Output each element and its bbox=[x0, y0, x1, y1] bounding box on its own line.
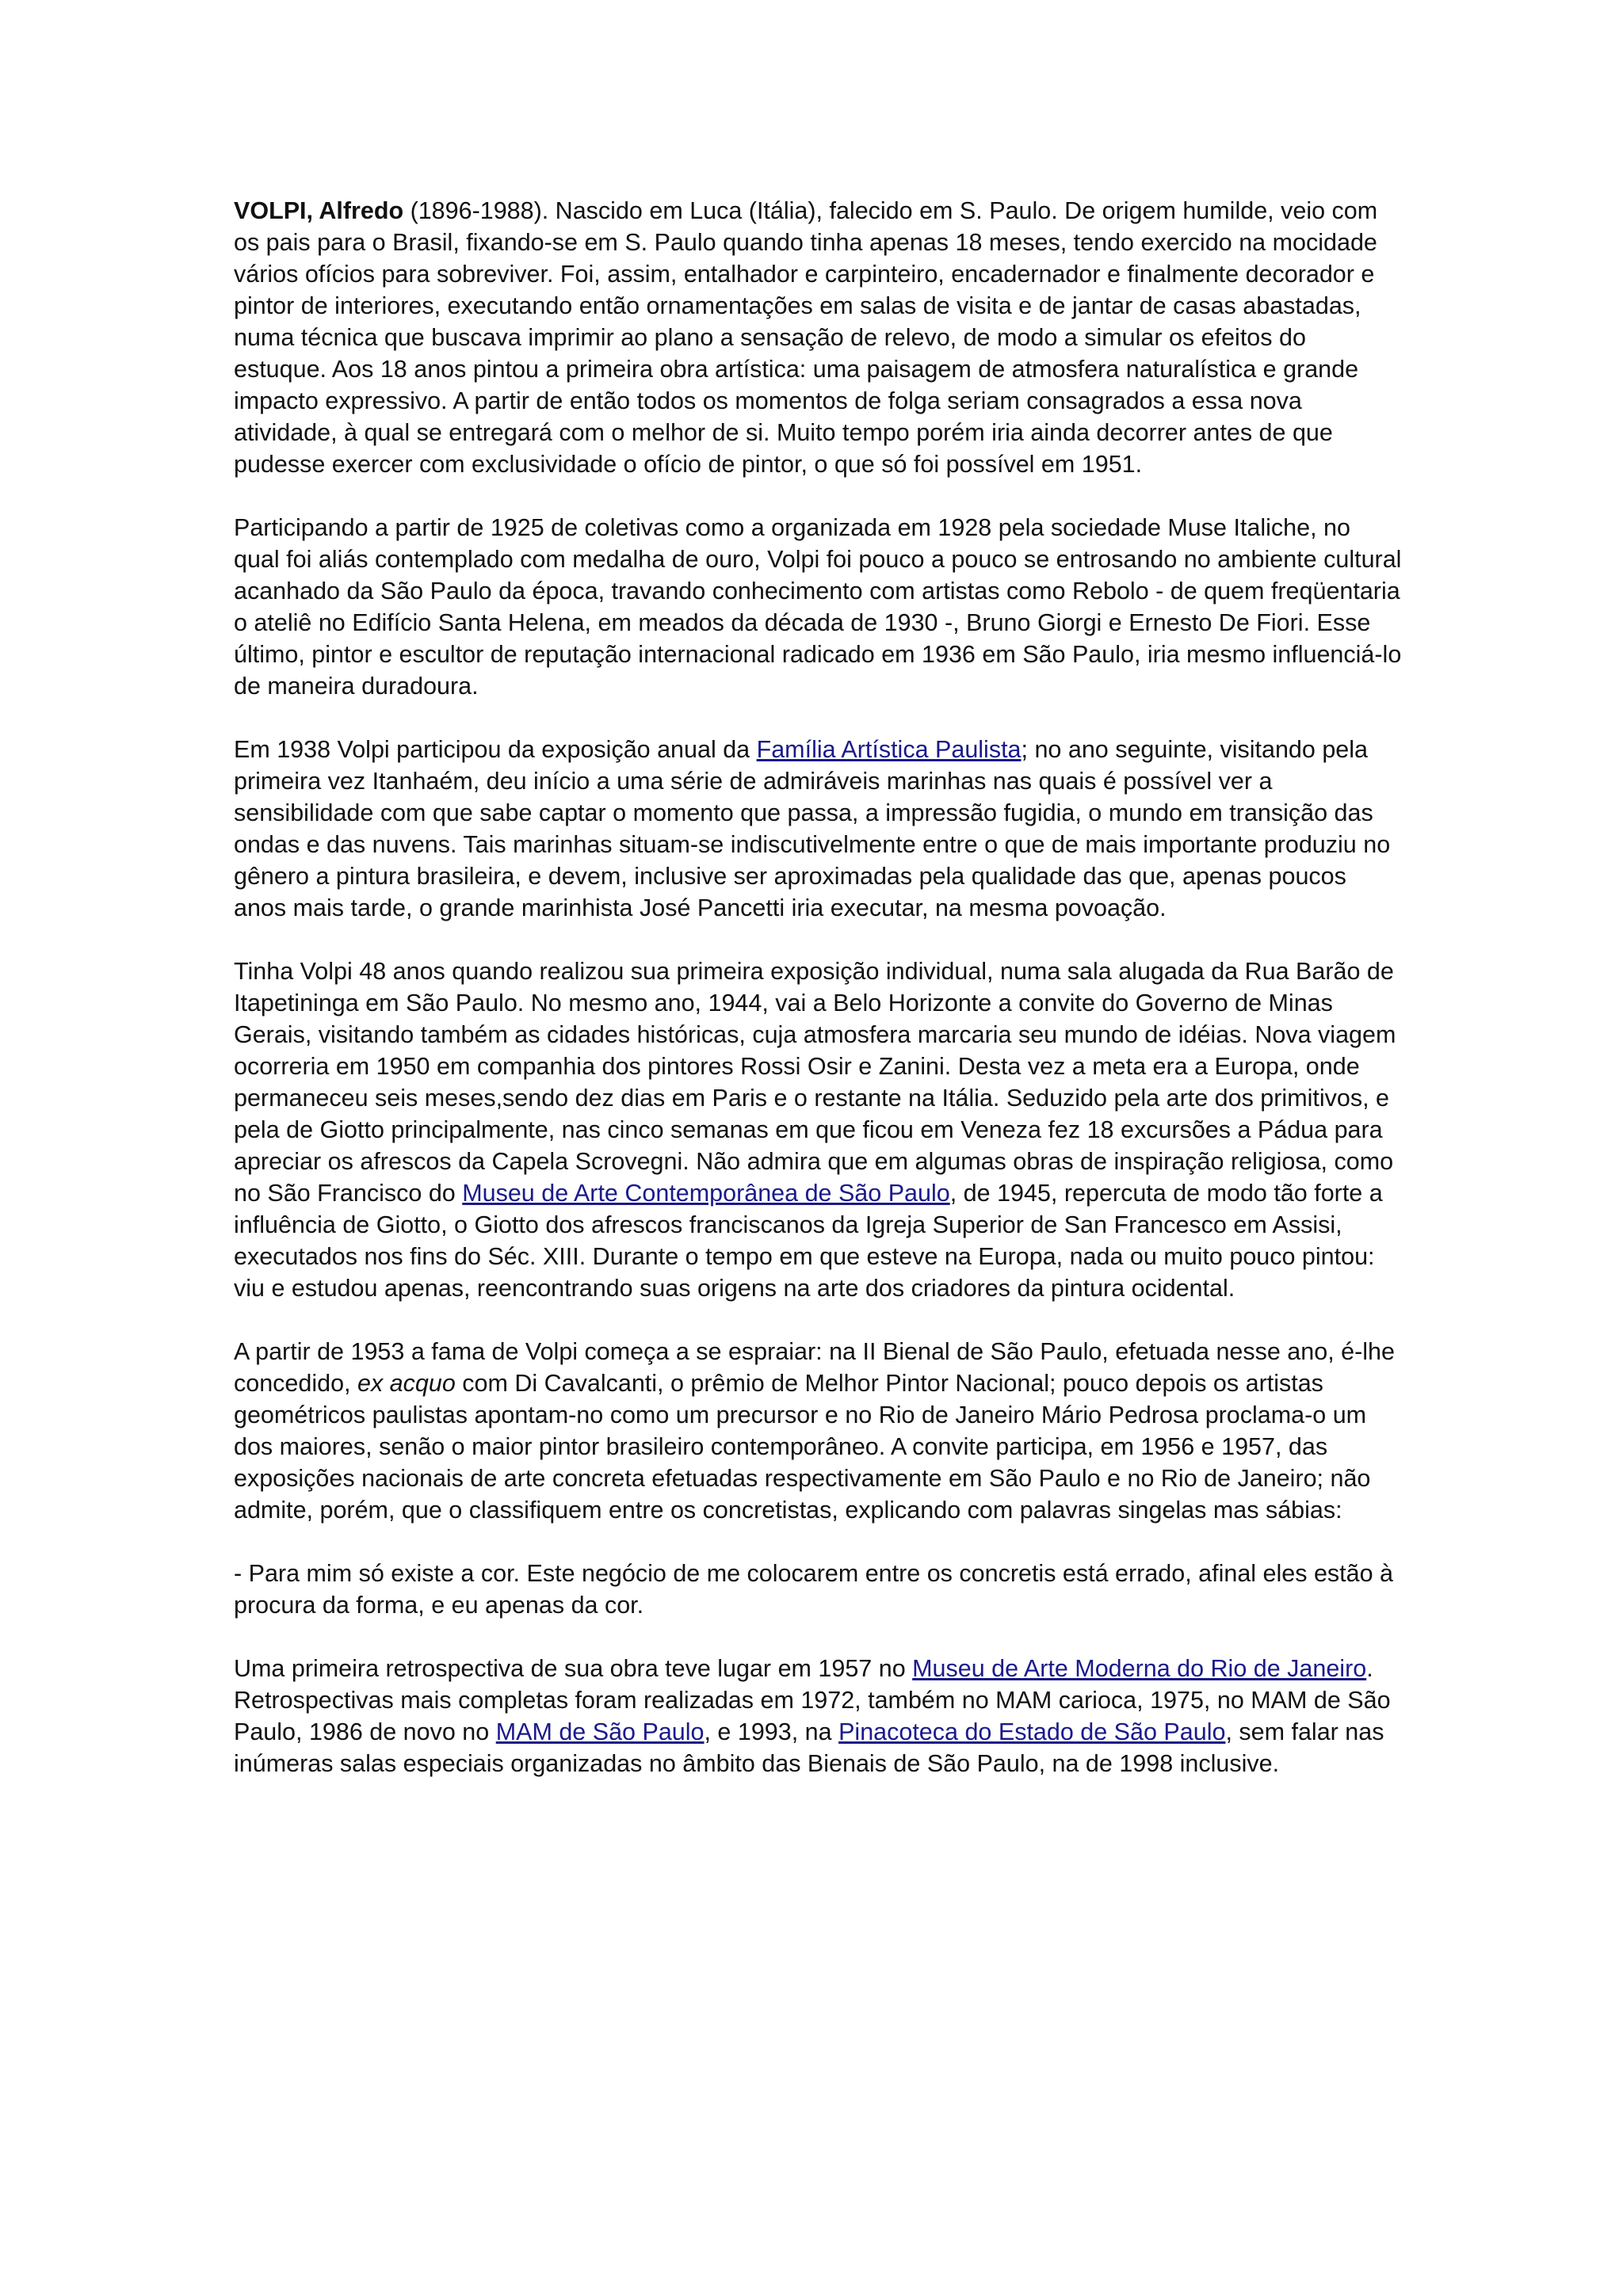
entry-name: VOLPI, Alfredo bbox=[234, 197, 404, 224]
link-museu-arte-moderna-rio[interactable]: Museu de Arte Moderna do Rio de Janeiro bbox=[912, 1655, 1367, 1682]
paragraph-text: Em 1938 Volpi participou da exposição anual da bbox=[234, 736, 757, 763]
paragraph-text: . Retrospectivas mais completas foram realizadas em 1972, também no MAM carioca, 1975, no MAM de São Paulo, 1986 de novo no bbox=[234, 1655, 1391, 1745]
paragraph-text: Tinha Volpi 48 anos quando realizou sua primeira exposição individual, numa sala alugada da Rua Barão de Itapetininga em São Paulo. No mesmo ano, 1944, vai a Belo Horizonte a convite do Governo de Minas Gerais, visitando também as cidades históricas, cuja atmosfera marcaria seu mundo de idéias. Nova viagem ocorreria em 1950 em companhia dos pintores Rossi Osir e Zanini. Desta vez a meta era a Europa, onde permaneceu seis meses,sendo dez dias em Paris e o restante na Itália. Seduzido pela arte dos primitivos, e pela de Giotto principalmente, nas cinco semanas em que ficou em Veneza fez 18 excursões a Pádua para apreciar os afrescos da Capela Scrovegni. Não admira que em algumas obras de inspiração religiosa, como no São Francisco do bbox=[234, 958, 1396, 1207]
link-pinacoteca-estado[interactable]: Pinacoteca do Estado de São Paulo bbox=[838, 1718, 1226, 1745]
paragraph-marinhas bbox=[234, 734, 1403, 924]
paragraph-text: , e 1993, na bbox=[704, 1718, 839, 1745]
paragraph-fame bbox=[234, 1336, 1403, 1526]
article-body bbox=[234, 195, 1403, 1779]
paragraph-retrospectives bbox=[234, 1653, 1403, 1779]
paragraph-text: , sem falar nas inúmeras salas especiais organizadas no âmbito das Bienais de São Paulo, na de 1998 inclusive. bbox=[234, 1718, 1384, 1777]
quote-text: - Para mim só existe a cor. Este negócio de me colocarem entre os concretis está errado, afinal eles estão à procura da forma, e eu apenas da cor. bbox=[234, 1560, 1394, 1619]
link-mam-sao-paulo[interactable]: MAM de São Paulo bbox=[495, 1718, 705, 1745]
paragraph-text: , de 1945, repercuta de modo tão forte a influência de Giotto, o Giotto dos afrescos franciscanos da Igreja Superior de San Francesco em Assisi, executados nos fins do Séc. XIII. Durante o tempo em que esteve na Europa, nada ou muito pouco pintou: viu e estudou apenas, reencontrando suas origens na arte dos criadores da pintura ocidental. bbox=[234, 1180, 1383, 1302]
paragraph-text: (1896-1988). Nascido em Luca (Itália), falecido em S. Paulo. De origem humilde, veio com os pais para o Brasil, fixando-se em S. Paulo quando tinha apenas 18 meses, tendo exercido na mocidade vários ofícios para sobreviver. Foi, assim, entalhador e carpinteiro, encadernador e finalmente decorador e pintor de interiores, executando então ornamentações em salas de visita e de jantar de casas abastadas, numa técnica que buscava imprimir ao plano a sensação de relevo, de modo a simular os efeitos do estuque. Aos 18 anos pintou a primeira obra artística: uma paisagem de atmosfera naturalística e grande impacto expressivo. A partir de então todos os momentos de folga seriam consagrados a essa nova atividade, à qual se entregará com o melhor de si. Muito tempo porém iria ainda decorrer antes de que pudesse exercer com exclusividade o ofício de pintor, o que só foi possível em 1951. bbox=[234, 197, 1378, 478]
paragraph-text: Participando a partir de 1925 de coletivas como a organizada em 1928 pela sociedade Muse Italiche, no qual foi aliás contemplado com medalha de ouro, Volpi foi pouco a pouco se entrosando no ambiente cultural acanhado da São Paulo da época, travando conhecimento com artistas como Rebolo - de quem freqüentaria o ateliê no Edifício Santa Helena, em meados da década de 1930 -, Bruno Giorgi e Ernesto De Fiori. Esse último, pintor e escultor de reputação internacional radicado em 1936 em São Paulo, iria mesmo influenciá-lo de maneira duradoura. bbox=[234, 514, 1402, 700]
paragraph-text: ; no ano seguinte, visitando pela primeira vez Itanhaém, deu início a uma série de admiráveis marinhas nas quais é possível ver a sensibilidade com que sabe captar o momento que passa, a impressão fugidia, o mundo em transição das ondas e das nuvens. Tais marinhas situam-se indiscutivelmente entre o que de mais importante produziu no gênero a pintura brasileira, e devem, inclusive ser aproximadas pela qualidade das que, apenas poucos anos mais tarde, o grande marinhista José Pancetti iria executar, na mesma povoação. bbox=[234, 736, 1391, 921]
paragraph-first-exhibition bbox=[234, 955, 1403, 1304]
paragraph-text: Uma primeira retrospectiva de sua obra teve lugar em 1957 no bbox=[234, 1655, 913, 1682]
paragraph-early-career bbox=[234, 512, 1403, 702]
link-familia-artistica-paulista[interactable]: Família Artística Paulista bbox=[756, 736, 1022, 763]
link-museu-arte-contemporanea[interactable]: Museu de Arte Contemporânea de São Paulo bbox=[462, 1180, 950, 1207]
italic-term: ex acquo bbox=[357, 1370, 456, 1397]
paragraph-text: A partir de 1953 a fama de Volpi começa a se espraiar: na II Bienal de São Paulo, efetuada nesse ano, é-lhe concedido, bbox=[234, 1338, 1395, 1397]
paragraph-text: com Di Cavalcanti, o prêmio de Melhor Pintor Nacional; pouco depois os artistas geométricos paulistas apontam-no como um precursor e no Rio de Janeiro Mário Pedrosa proclama-o um dos maiores, senão o maior pintor brasileiro contemporâneo. A convite participa, em 1956 e 1957, das exposições nacionais de arte concreta efetuadas respectivamente em São Paulo e no Rio de Janeiro; não admite, porém, que o classifiquem entre os concretistas, explicando com palavras singelas mas sábias: bbox=[234, 1370, 1371, 1524]
paragraph-biography-intro bbox=[234, 195, 1403, 480]
paragraph-quote bbox=[234, 1558, 1403, 1621]
